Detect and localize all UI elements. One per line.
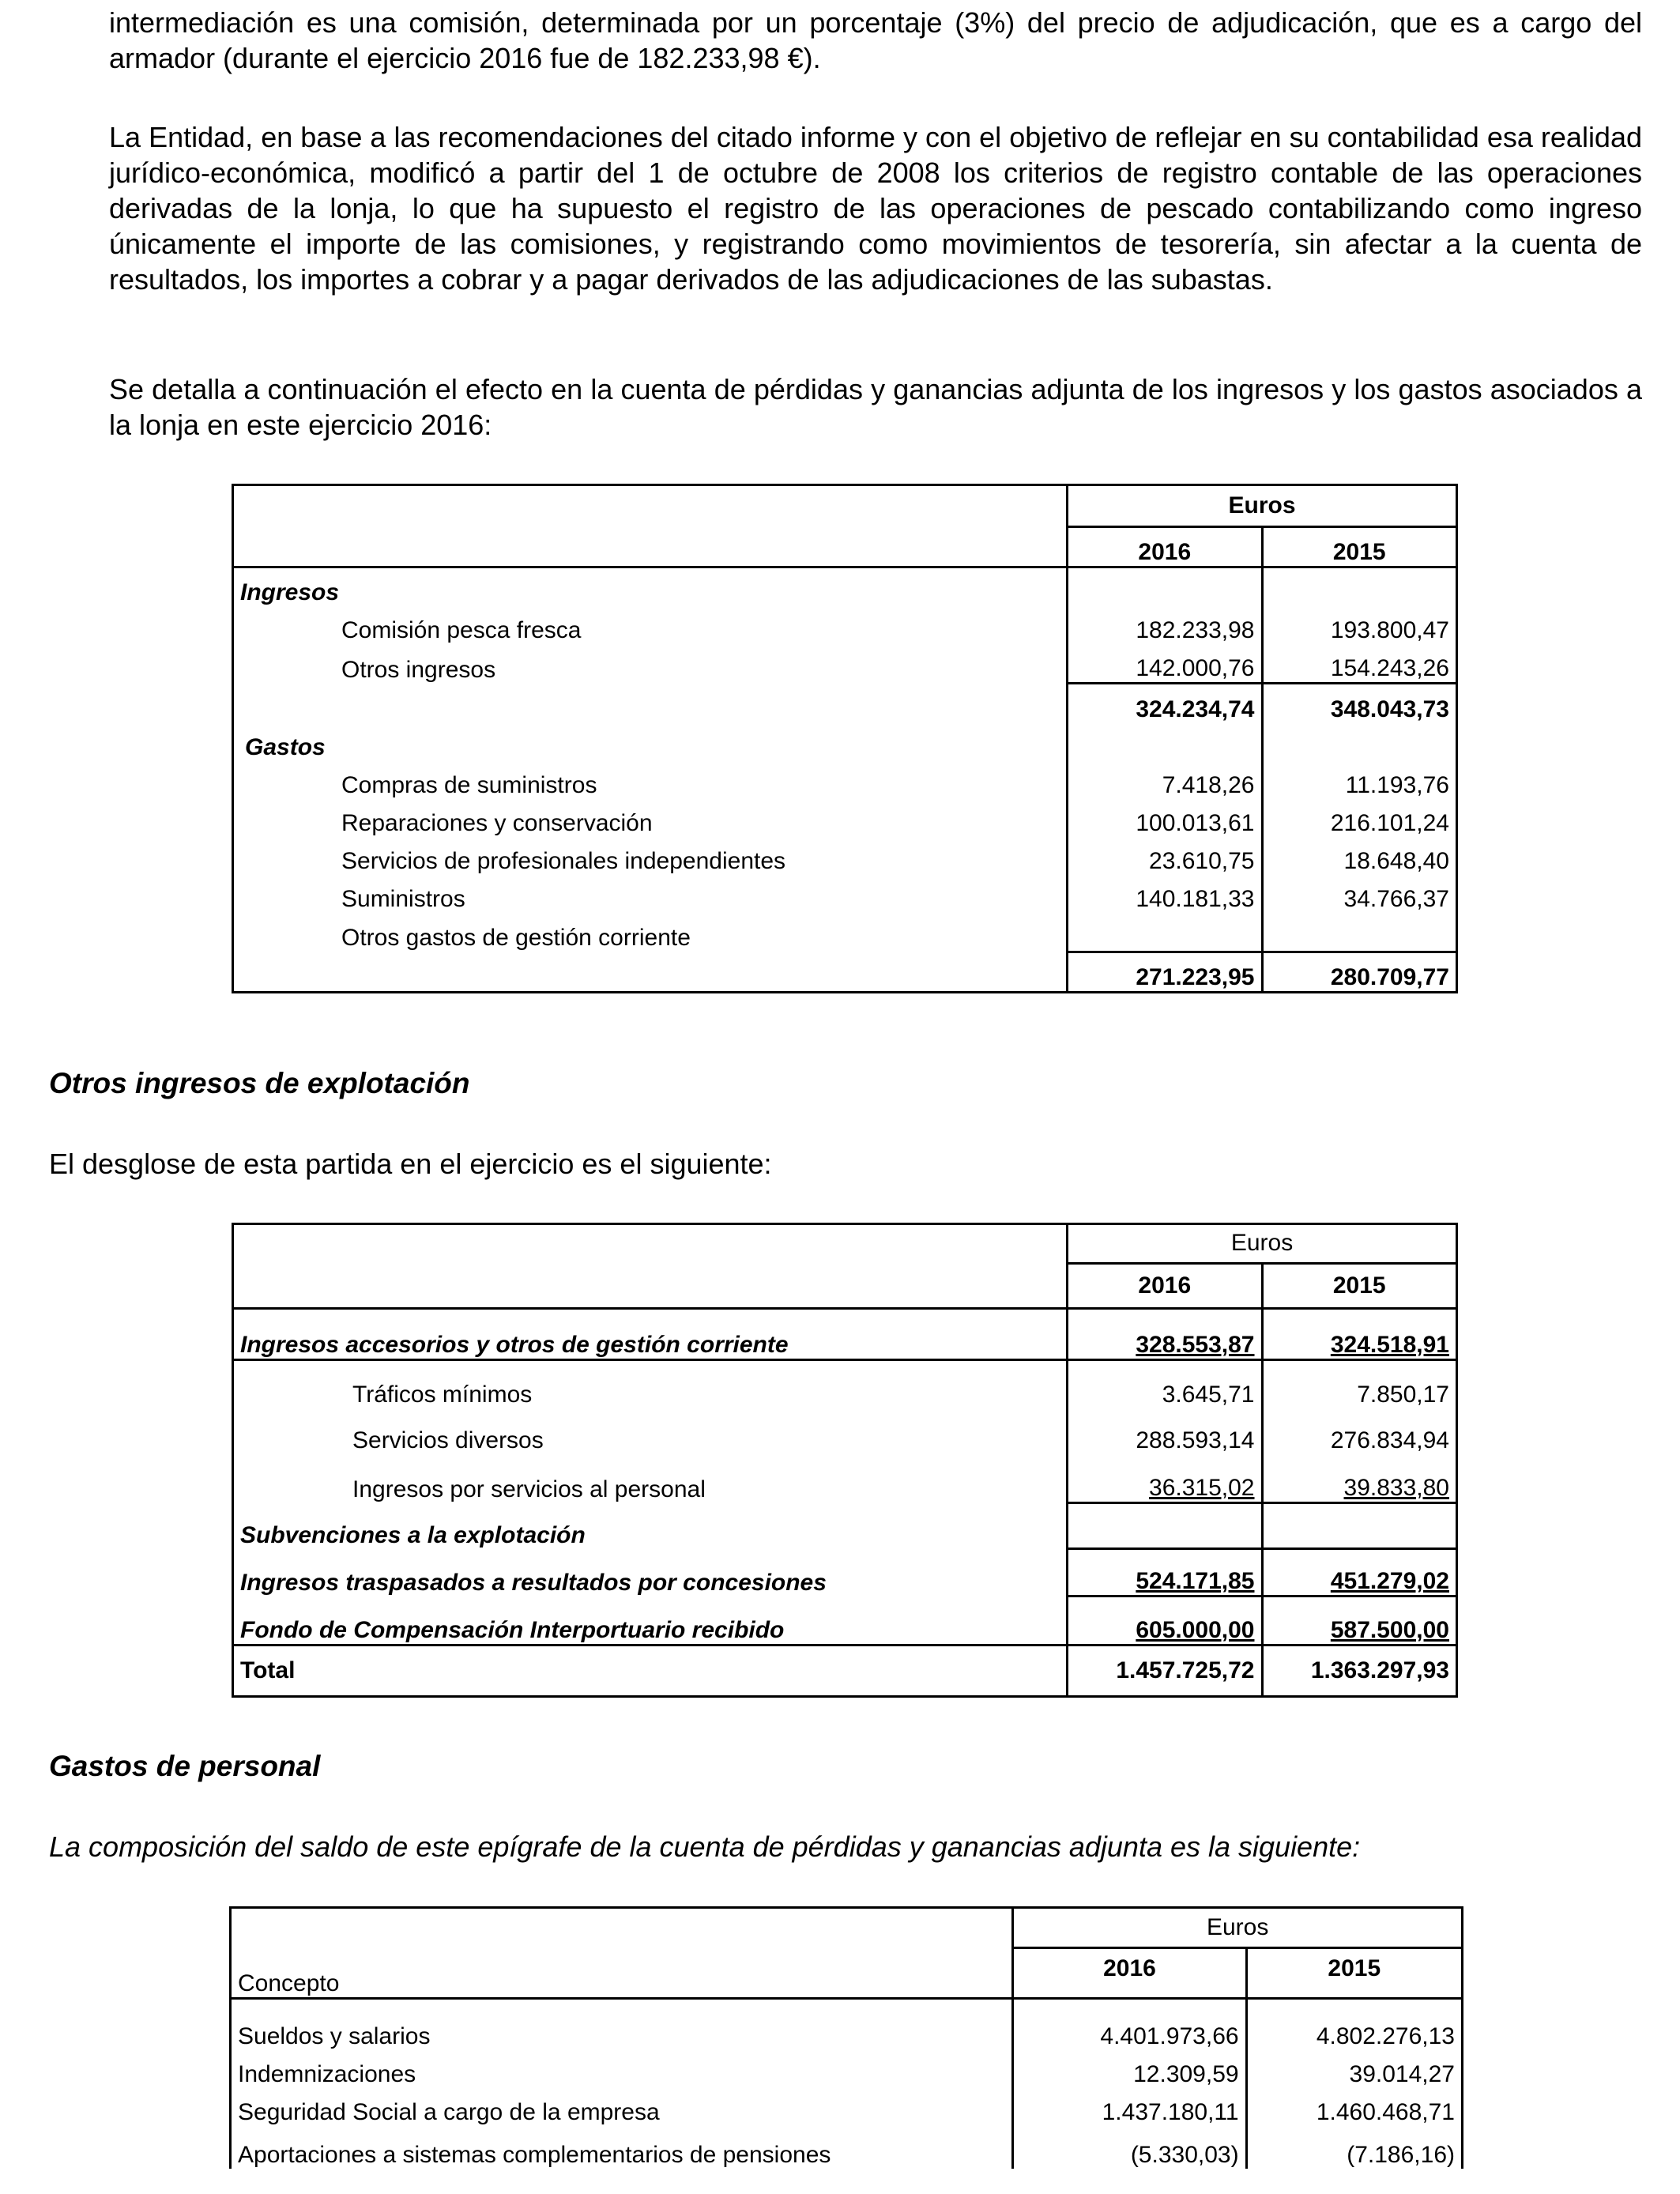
table-row: Servicios de profesionales independientes 23.610,75 18.648,40 <box>233 837 1457 875</box>
table3-year-row <box>231 1948 1463 1999</box>
table-row: Aportaciones a sistemas complementarios de pensiones (5.330,03) (7.186,16) <box>231 2126 1463 2169</box>
table2-col-2015: 2015 <box>1262 1263 1457 1308</box>
table1-ingresos-header <box>233 567 1457 607</box>
table1-gastos-header <box>233 723 1457 761</box>
table-row: Seguridad Social a cargo de la empresa 1.437.180,11 1.460.468,71 <box>231 2088 1463 2126</box>
section-heading-gastos-personal: Gastos de personal <box>49 1750 321 1782</box>
table1-year-row <box>233 527 1457 567</box>
paragraph-commission: intermediación es una comisión, determinada por un porcentaje (3%) del precio de adjudicación, que es a cargo del armador (durante el ejercicio 2016 fue de 182.233,98 €). <box>109 6 1642 74</box>
table2-total-2015: 1.363.297,93 <box>1262 1645 1457 1696</box>
gastos-total-2015: 280.709,77 <box>1262 952 1457 992</box>
table3-header-row <box>231 1908 1463 1948</box>
table-row: Ingresos por servicios al personal 36.315,02 39.833,80 <box>233 1454 1457 1503</box>
table1-header-row <box>233 485 1457 527</box>
table3-col-2016: 2016 <box>1013 1948 1246 1999</box>
paragraph-lonja-intro: Se detalla a continuación el efecto en la cuenta de pérdidas y ganancias adjunta de los ingresos y los gastos asociados a la lonja en este ejercicio 2016: <box>109 373 1642 441</box>
table-row: Ingresos traspasados a resultados por concesiones 524.171,85 451.279,02 <box>233 1549 1457 1596</box>
table-row: Ingresos accesorios y otros de gestión corriente 328.553,87 324.518,91 <box>233 1308 1457 1359</box>
table-row: Fondo de Compensación Interportuario recibido 605.000,00 587.500,00 <box>233 1596 1457 1646</box>
gastos-personal-table <box>229 1906 1463 2169</box>
section-lead-otros-ingresos: El desglose de esta partida en el ejercicio es el siguiente: <box>49 1148 772 1180</box>
table2-total-2016: 1.457.725,72 <box>1068 1645 1262 1696</box>
table-row: Tráficos mínimos 3.645,71 7.850,17 <box>233 1359 1457 1408</box>
section-heading-otros-ingresos: Otros ingresos de explotación <box>49 1067 470 1099</box>
table1-euros-header: Euros <box>1068 485 1457 527</box>
table-row: Servicios diversos 288.593,14 276.834,94 <box>233 1408 1457 1454</box>
table2-col-2016: 2016 <box>1068 1263 1262 1308</box>
section-lead-gastos-personal: La composición del saldo de este epígrafe de la cuenta de pérdidas y ganancias adjunta es la siguiente: <box>49 1830 1361 1863</box>
gastos-total-row <box>233 952 1457 992</box>
ingresos-label: Ingresos <box>233 567 1068 607</box>
table-row: Otros ingresos 142.000,76 154.243,26 <box>233 644 1457 684</box>
table1-col-2015: 2015 <box>1262 527 1457 567</box>
ingresos-total-2016: 324.234,74 <box>1068 684 1262 723</box>
table2-total-label: Total <box>233 1645 1068 1696</box>
table2-euros-header: Euros <box>1068 1224 1457 1264</box>
table-row: Comisión pesca fresca 182.233,98 193.800,47 <box>233 606 1457 644</box>
gastos-total-2016: 271.223,95 <box>1068 952 1262 992</box>
table2-year-row <box>233 1263 1457 1308</box>
ingresos-total-2015: 348.043,73 <box>1262 684 1457 723</box>
table-row: Reparaciones y conservación 100.013,61 216.101,24 <box>233 799 1457 837</box>
table3-euros-header: Euros <box>1013 1908 1463 1948</box>
otros-ingresos-table <box>232 1223 1458 1698</box>
table2-total-row <box>233 1645 1457 1696</box>
table3-concept-header: Concepto <box>231 1948 1013 1999</box>
ingresos-total-row <box>233 684 1457 723</box>
table3-col-2015: 2015 <box>1246 1948 1462 1999</box>
lonja-income-expense-table <box>232 484 1458 993</box>
gastos-label: Gastos <box>233 723 1068 761</box>
table-row: Subvenciones a la explotación <box>233 1503 1457 1549</box>
table-row: Compras de suministros 7.418,26 11.193,76 <box>233 761 1457 799</box>
table-row: Otros gastos de gestión corriente <box>233 913 1457 952</box>
table-row: Sueldos y salarios 4.401.973,66 4.802.276,13 <box>231 1998 1463 2050</box>
table2-header-row <box>233 1224 1457 1264</box>
table1-col-2016: 2016 <box>1068 527 1262 567</box>
table-row: Suministros 140.181,33 34.766,37 <box>233 875 1457 913</box>
table-row: Indemnizaciones 12.309,59 39.014,27 <box>231 2050 1463 2088</box>
paragraph-accounting-criteria: La Entidad, en base a las recomendaciones del citado informe y con el objetivo de reflejar en su contabilidad esa realidad jurídico-económica, modificó a partir del 1 de octubre de 2008 los criterios de registro contable de las operaciones derivadas de la lonja, lo que ha supuesto el registro de las operaciones de pescado contabilizando como ingreso únicamente el importe de las comisiones, y registrando como movimientos de tesorería, sin afectar a la cuenta de resultados, los importes a cobrar y a pagar derivados de las adjudicaciones de las subastas. <box>109 121 1642 296</box>
